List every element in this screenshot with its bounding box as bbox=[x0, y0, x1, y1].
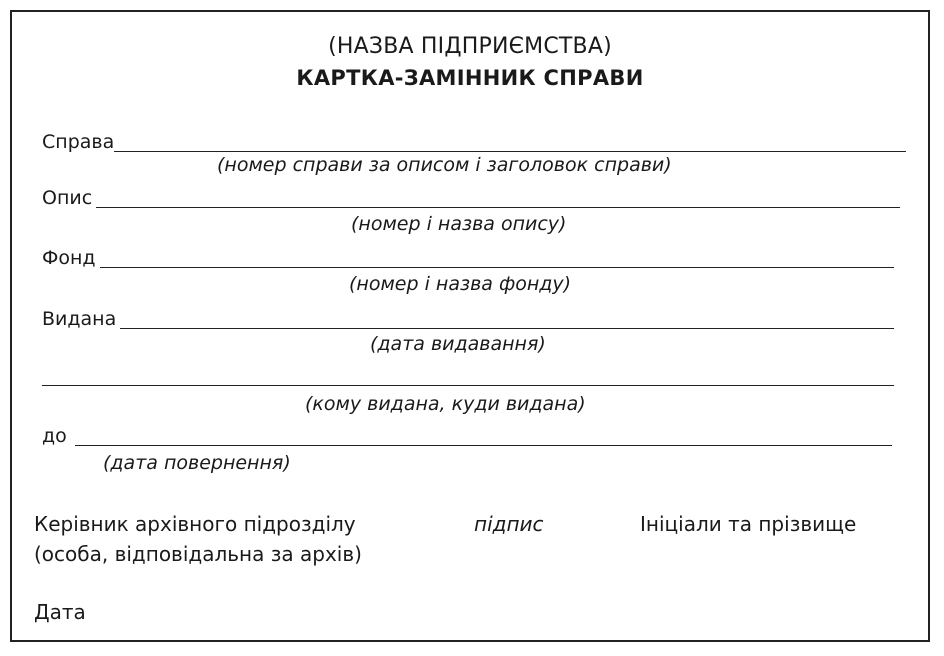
case-field bbox=[42, 126, 906, 152]
issued-label: Видана bbox=[42, 308, 117, 330]
case-label: Справа bbox=[42, 131, 115, 153]
initials-label: Ініціали та прізвище bbox=[640, 512, 857, 536]
archive-replacement-card bbox=[10, 10, 930, 642]
inventory-field bbox=[42, 182, 900, 208]
inventory-line[interactable] bbox=[96, 187, 900, 208]
fond-label: Фонд bbox=[42, 247, 96, 269]
return-hint: (дата повернення) bbox=[103, 452, 291, 474]
fond-line[interactable] bbox=[100, 247, 894, 268]
issued-hint: (дата видавання) bbox=[370, 333, 546, 355]
responsible-person-label: (особа, відповідальна за архів) bbox=[34, 542, 362, 566]
org-name: (НАЗВА ПІДПРИЄМСТВА) bbox=[328, 34, 612, 59]
head-of-archive-label: Керівник архівного підрозділу bbox=[34, 512, 356, 536]
recipient-line[interactable] bbox=[42, 365, 894, 386]
date-label: Дата bbox=[34, 600, 86, 624]
recipient-hint: (кому видана, куди видана) bbox=[305, 393, 586, 415]
return-line[interactable] bbox=[75, 425, 892, 446]
card-title: КАРТКА-ЗАМІННИК СПРАВИ bbox=[296, 66, 644, 90]
signature-label: підпис bbox=[474, 512, 544, 536]
inventory-hint: (номер і назва опису) bbox=[351, 213, 567, 235]
return-field bbox=[42, 420, 892, 446]
issued-field bbox=[42, 303, 894, 329]
recipient-field bbox=[42, 360, 894, 386]
fond-hint: (номер і назва фонду) bbox=[349, 273, 572, 295]
return-label: до bbox=[42, 425, 67, 447]
issued-line[interactable] bbox=[120, 308, 894, 329]
fond-field bbox=[42, 242, 894, 268]
inventory-label: Опис bbox=[42, 187, 93, 209]
case-hint: (номер справи за описом і заголовок справи) bbox=[217, 154, 672, 176]
case-line[interactable] bbox=[114, 131, 906, 152]
